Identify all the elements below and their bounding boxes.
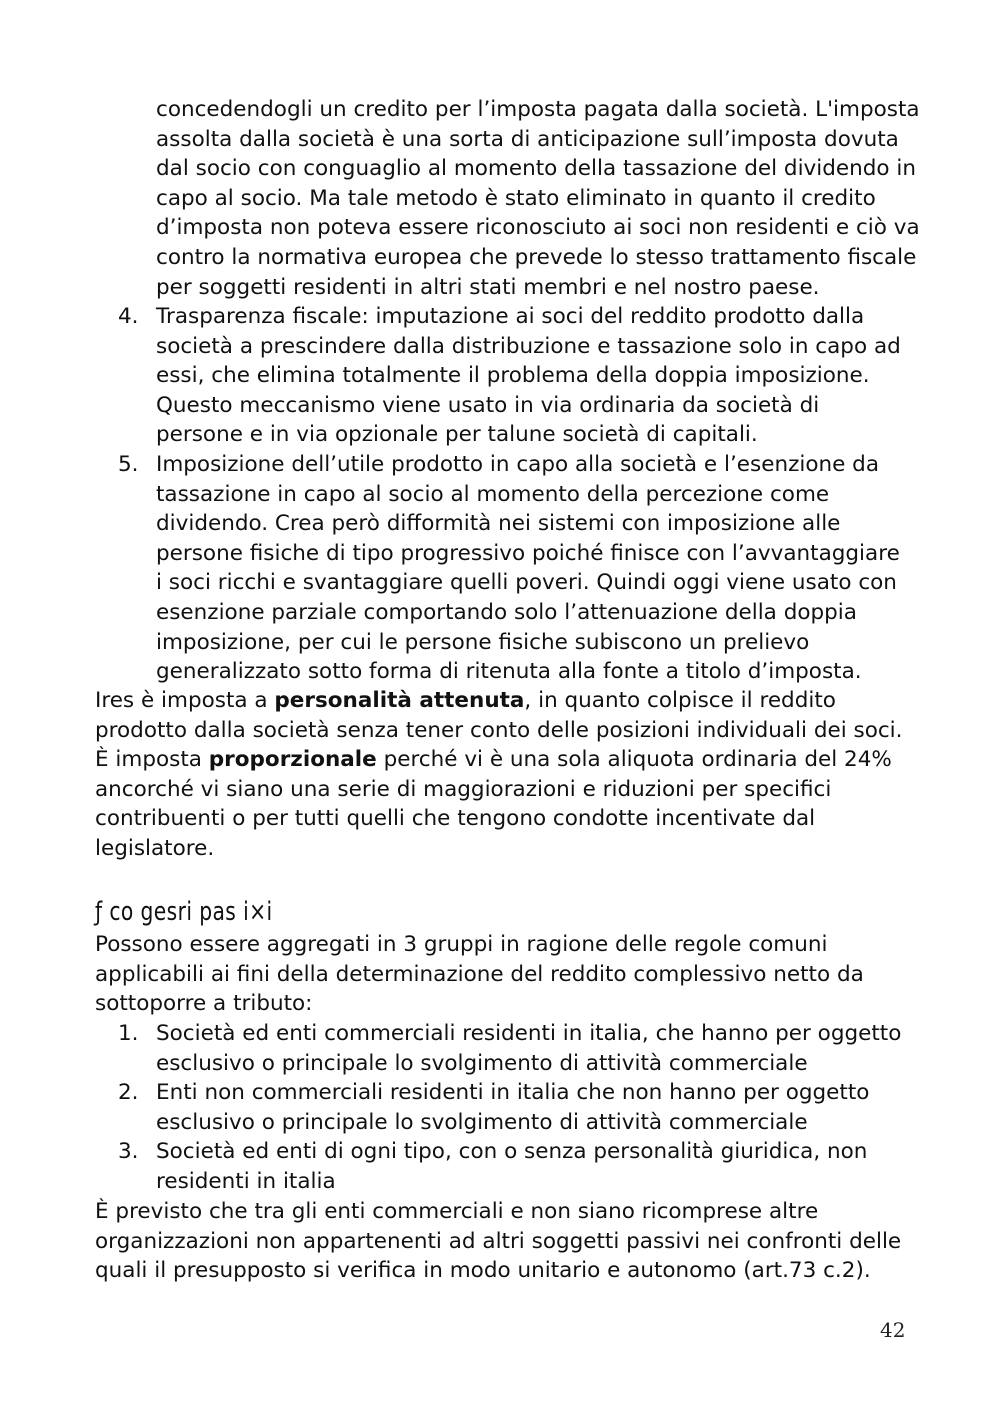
list-number: 4. xyxy=(118,304,139,329)
ires-paragraph xyxy=(95,686,915,745)
list-item-text: Trasparenza fiscale: imputazione ai soci del reddito prodotto dalla società a prescindere dalla distribuzione e tassazione solo in capo ad essi, che elimina totalmente il problema della doppia imposizione. Questo meccanismo viene usato in via ordinaria da società di persone e in via opzionale per talune società di capitali. xyxy=(156,304,901,448)
text-run: Ires è imposta a xyxy=(95,688,275,713)
proportional-paragraph xyxy=(95,745,915,863)
text-run: È imposta xyxy=(95,747,209,773)
list-item xyxy=(118,1019,908,1078)
closing-paragraph: È previsto che tra gli enti commerciali e non siano ricomprese altre organizzazioni non appartenenti ad altri soggetti passivi nei confronti delle quali il presupposto si verifica in modo unitario e autonomo (art.73 c.2). xyxy=(95,1199,902,1284)
continued-paragraph: concedendogli un credito per l’imposta pagata dalla società. L'imposta assolta dalla società è una sorta di anticipazione sull’imposta dovuta dal socio con conguaglio al momento della tassazione del dividendo in capo al socio. Ma tale metodo è stato eliminato in quanto il credito d’imposta non poteva essere riconosciuto ai soci non residenti e ciò va contro la normativa europea che prevede lo stesso trattamento fiscale per soggetti residenti in altri stati membri e nel nostro paese. xyxy=(156,97,920,300)
list-item-text: Imposizione dell’utile prodotto in capo alla società e l’esenzione da tassazione in capo al socio al momento della percezione come dividendo. Crea però difformità nei sistemi con imposizione alle persone fisiche di tipo progressivo poiché finisce con l’avvantaggiare i soci ricchi e svantaggiare quelli poveri. Quindi oggi viene usato con esenzione parziale comportando solo l’attenuazione della doppia imposizione, per cui le persone fisiche subiscono un prelievo generalizzato sotto forma di ritenuta alla fonte a titolo d’imposta. xyxy=(156,451,900,685)
text-run: perché vi è una sola aliquota ordinaria del 24% ancorché vi siano una serie di maggiorazioni e riduzioni per specifici contribuenti o per tutti quelli che tengono condotte incentivate dal legislatore. xyxy=(95,747,892,861)
section-heading: ƒ co gesri pas i×i xyxy=(95,897,273,927)
methods-list xyxy=(118,302,908,687)
page-number: 42 xyxy=(880,1318,906,1342)
list-number: 5. xyxy=(118,451,139,477)
list-item-text: Società ed enti commerciali residenti in italia, che hanno per oggetto esclusivo o principale lo svolgimento di attività commerciale xyxy=(156,1021,902,1076)
list-item-text: Enti non commerciali residenti in italia che non hanno per oggetto esclusivo o principale lo svolgimento di attività commerciale xyxy=(156,1080,870,1135)
list-item-text: Società ed enti di ogni tipo, con o senza personalità giuridica, non residenti in italia xyxy=(156,1139,868,1194)
ires-definition xyxy=(95,686,915,864)
text-run: , in quanto colpisce il reddito prodotto dalla società senza tener conto delle posizioni individuali dei soci. xyxy=(95,688,903,743)
intro-paragraph: Possono essere aggregati in 3 gruppi in ragione delle regole comuni applicabili ai fini della determinazione del reddito complessivo netto da sottoporre a tributo: xyxy=(95,932,864,1017)
list-number: 2. xyxy=(118,1080,139,1106)
list-item xyxy=(118,1137,908,1196)
list-item xyxy=(118,302,908,450)
list-number: 3. xyxy=(118,1139,139,1165)
bold-term: proporzionale xyxy=(208,747,377,773)
list-number: 1. xyxy=(118,1021,139,1046)
groups-list xyxy=(118,1019,908,1197)
list-item xyxy=(118,450,908,687)
bold-term: personalità attenuta xyxy=(274,688,525,713)
list-item xyxy=(118,1078,908,1137)
